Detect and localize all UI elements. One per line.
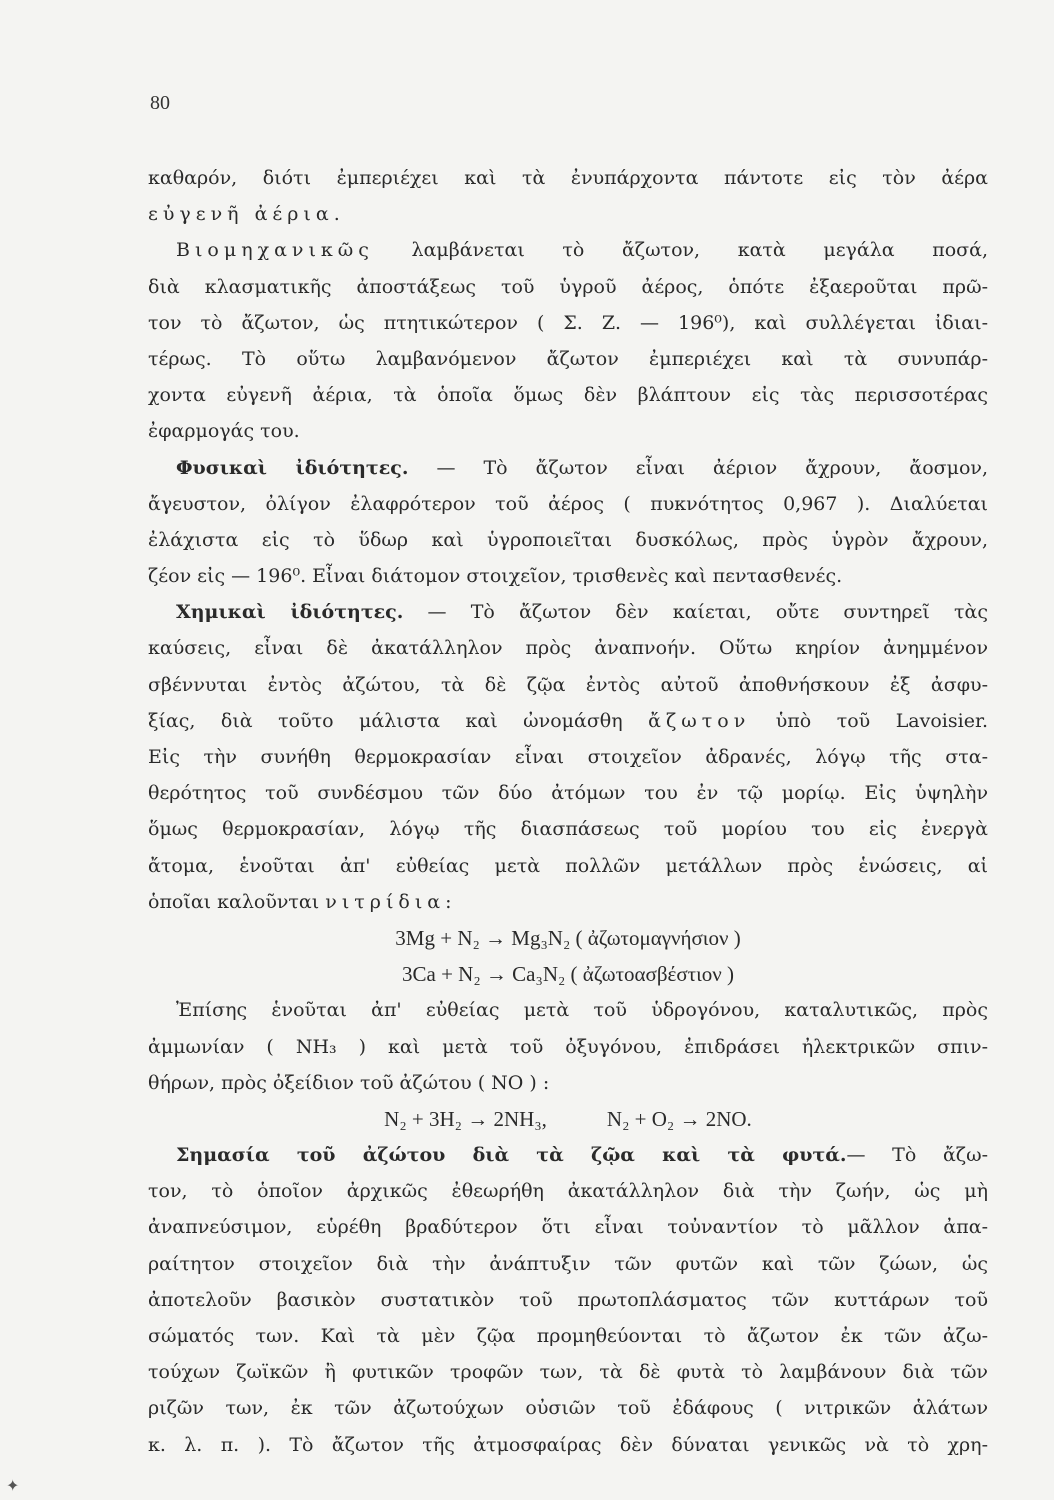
- text-line: σβέννυται ἐντὸς ἀζώτου, τὰ δὲ ζῷα ἐντὸς αὐτοῦ ἀποθνήσκουν ἐξ ἀσφυ-: [148, 673, 988, 696]
- body-text: [148, 160, 988, 1463]
- text-line: Ἐπίσης ἑνοῦται ἀπ' εὐθείας μετὰ τοῦ ὑδρογόνου, καταλυτικῶς, πρὸς: [176, 999, 988, 1022]
- text-line: τον τὸ ἄζωτον, ὡς πτητικώτερον ( Σ. Ζ. — 196⁰), καὶ συλλέγεται ἰδιαι-: [148, 311, 988, 334]
- scan-mark-icon: ✦: [6, 1476, 20, 1495]
- text-line: καύσεις, εἶναι δὲ ἀκατάλληλον πρὸς ἀναπνοήν. Οὕτω κηρίον ἀνημμένον: [148, 637, 988, 660]
- equation: 3Mg + N₂ → Mg₃N₂ ( ἀζωτομαγνήσιον ): [395, 925, 741, 950]
- text-span: ξίας, διὰ τοῦτο μάλιστα καὶ ὠνομάσθη: [148, 709, 649, 732]
- section-heading: Χημικαὶ ἰδιότητες.: [176, 601, 404, 624]
- text-line: εὐγενῆ ἀέρια.: [148, 203, 345, 226]
- text-line: ζέον εἰς — 196⁰. Εἶναι διάτομον στοιχεῖον, τρισθενὲς καὶ πεντασθενές.: [148, 565, 843, 588]
- spaced-term: ἄζωτον: [648, 709, 751, 732]
- section-physical-properties: [148, 450, 988, 486]
- text-line: ἀναπνεύσιμον, εὑρέθη βραδύτερον ὅτι εἶναι τοὐναντίον τὸ μᾶλλον ἀπα-: [148, 1216, 988, 1239]
- text-line: σώματός των. Καὶ τὰ μὲν ζῷα προμηθεύονται τὸ ἄζωτον ἐκ τῶν ἀζω-: [148, 1325, 988, 1347]
- text-line: κ. λ. π. ). Τὸ ἄζωτον τῆς ἀτμοσφαίρας δὲν δύναται γενικῶς νὰ τὸ χρη-: [148, 1433, 988, 1456]
- spaced-term: Βιομηχανικῶς: [176, 239, 374, 262]
- text-line: ἀμμωνίαν ( NH₃ ) καὶ μετὰ τοῦ ὀξυγόνου, ἐπιδράσει ἠλεκτρικῶν σπιν-: [148, 1035, 988, 1058]
- text-line: ἄτομα, ἑνοῦται ἀπ' εὐθείας μετὰ πολλῶν μετάλλων πρὸς ἑνώσεις, αἱ: [148, 854, 988, 877]
- text-span: λαμβάνεται τὸ ἄζωτον, κατὰ μεγάλα ποσά,: [373, 239, 988, 262]
- equation-part: N₂ + 3H₂ → 2NH₃,: [384, 1106, 547, 1131]
- text-line: καθαρόν, διότι ἐμπεριέχει καὶ τὰ ἐνυπάρχοντα πάντοτε εἰς τὸν ἀέρα: [148, 167, 988, 189]
- text-line: ἐλάχιστα εἰς τὸ ὕδωρ καὶ ὑγροποιεῖται δυσκόλως, πρὸς ὑγρὸν ἄχρουν,: [148, 528, 988, 551]
- text-line: [148, 884, 988, 920]
- text-line: διὰ κλασματικῆς ἀποστάξεως τοῦ ὑγροῦ ἀέρος, ὁπότε ἐξαεροῦται πρῶ-: [148, 275, 988, 298]
- text-line: ὅμως θερμοκρασίαν, λόγῳ τῆς διασπάσεως τοῦ μορίου του εἰς ἐνεργὰ: [148, 818, 988, 841]
- text-line: [148, 232, 988, 268]
- text-line: χοντα εὐγενῆ ἀέρια, τὰ ὁποῖα ὅμως δὲν βλάπτουν εἰς τὰς περισσοτέρας: [148, 384, 988, 407]
- equation-part: N₂ + O₂ → 2NO.: [606, 1106, 752, 1131]
- equation: [148, 1101, 988, 1137]
- text-span: ὁποῖαι καλοῦνται: [148, 890, 326, 913]
- equation: 3Ca + N₂ → Ca₃N₂ ( ἀζωτοασβέστιον ): [402, 962, 734, 987]
- text-line: τέρως. Τὸ οὕτω λαμβανόμενον ἄζωτον ἐμπεριέχει καὶ τὰ συνυπάρ-: [148, 347, 988, 370]
- section-heading: Φυσικαὶ ἰδιότητες.: [176, 456, 409, 479]
- text-line: [148, 703, 988, 739]
- text-span: ὑπὸ τοῦ Lavoisier.: [750, 709, 988, 732]
- text-span: — Τὸ ἄζωτον εἶναι ἀέριον ἄχρουν, ἄοσμον,: [408, 456, 988, 479]
- text-line: ἀποτελοῦν βασικὸν συστατικὸν τοῦ πρωτοπλάσματος τῶν κυττάρων τοῦ: [148, 1288, 988, 1311]
- section-significance: [148, 1137, 988, 1173]
- text-line: τούχων ζωϊκῶν ἢ φυτικῶν τροφῶν των, τὰ δὲ φυτὰ τὸ λαμβάνουν διὰ τῶν: [148, 1361, 988, 1384]
- section-chemical-properties: [148, 594, 988, 630]
- text-line: ἄγευστον, ὀλίγον ἐλαφρότερον τοῦ ἀέρος ( πυκνότητος 0,967 ). Διαλύεται: [148, 492, 988, 515]
- text-line: τον, τὸ ὁποῖον ἀρχικῶς ἐθεωρήθη ἀκατάλληλον διὰ τὴν ζωήν, ὡς μὴ: [148, 1180, 988, 1203]
- text-line: θερότητος τοῦ συνδέσμου τῶν δύο ἀτόμων του ἐν τῷ μορίῳ. Εἰς ὑψηλὴν: [148, 782, 988, 805]
- page-number: 80: [150, 92, 170, 114]
- text-line: ριζῶν των, ἐκ τῶν ἀζωτούχων οὐσιῶν τοῦ ἐδάφους ( νιτρικῶν ἁλάτων: [148, 1397, 988, 1420]
- spaced-term: νιτρίδια:: [325, 890, 457, 913]
- text-line: θήρων, πρὸς ὀξείδιον τοῦ ἀζώτου ( NO ) :: [148, 1071, 550, 1094]
- text-span: — Τὸ ἄζω-: [846, 1144, 988, 1167]
- section-heading: Σημασία τοῦ ἀζώτου διὰ τὰ ζῷα καὶ τὰ φυτά.: [176, 1144, 847, 1167]
- text-line: ραίτητον στοιχεῖον διὰ τὴν ἀνάπτυξιν τῶν φυτῶν καὶ τῶν ζώων, ὡς: [148, 1252, 988, 1275]
- text-line: ἐφαρμογάς του.: [148, 420, 300, 443]
- text-span: — Τὸ ἄζωτον δὲν καίεται, οὔτε συντηρεῖ τὰς: [403, 601, 988, 624]
- text-line: Εἰς τὴν συνήθη θερμοκρασίαν εἶναι στοιχεῖον ἀδρανές, λόγῳ τῆς στα-: [148, 746, 988, 768]
